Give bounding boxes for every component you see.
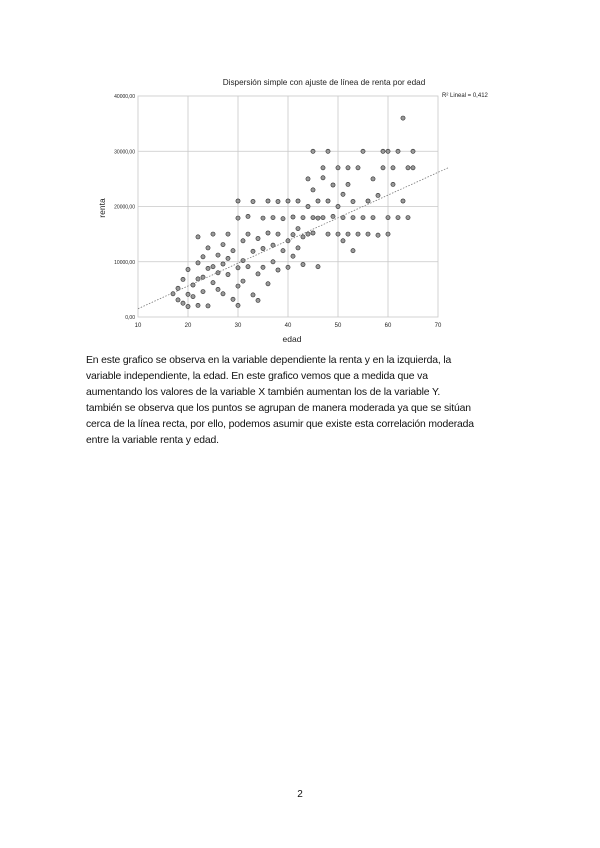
data-point bbox=[256, 272, 260, 276]
data-point bbox=[371, 177, 375, 181]
data-point bbox=[251, 199, 255, 203]
data-point bbox=[196, 277, 200, 281]
data-point bbox=[406, 216, 410, 220]
data-point bbox=[366, 232, 370, 236]
r2-label: R² Lineal = 0,412 bbox=[442, 93, 488, 99]
data-point bbox=[341, 239, 345, 243]
chart-title: Dispersión simple con ajuste de línea de renta por edad bbox=[222, 78, 426, 87]
data-point bbox=[331, 183, 335, 187]
data-point bbox=[216, 287, 220, 291]
data-point bbox=[411, 149, 415, 153]
paragraph-line: En este grafico se observa en la variable dependiente la renta y en la izquierda, la bbox=[86, 355, 452, 366]
data-point bbox=[246, 232, 250, 236]
data-point bbox=[371, 216, 375, 220]
x-tick-label: 10 bbox=[134, 323, 142, 329]
data-point bbox=[221, 292, 225, 296]
data-point bbox=[271, 243, 275, 247]
data-point bbox=[361, 216, 365, 220]
data-point bbox=[356, 166, 360, 170]
data-point bbox=[261, 265, 265, 269]
data-point bbox=[186, 292, 190, 296]
data-point bbox=[236, 266, 240, 270]
data-point bbox=[361, 149, 365, 153]
data-point bbox=[396, 149, 400, 153]
data-point bbox=[301, 262, 305, 266]
data-point bbox=[251, 293, 255, 297]
data-point bbox=[261, 246, 265, 250]
data-point bbox=[226, 272, 230, 276]
x-tick-label: 40 bbox=[284, 323, 292, 329]
data-point bbox=[346, 166, 350, 170]
data-point bbox=[176, 298, 180, 302]
data-point bbox=[236, 216, 240, 220]
data-point bbox=[211, 281, 215, 285]
data-point bbox=[241, 279, 245, 283]
data-point bbox=[226, 256, 230, 260]
data-point bbox=[386, 232, 390, 236]
data-point bbox=[341, 216, 345, 220]
data-point bbox=[276, 232, 280, 236]
y-tick-label: 20000,00 bbox=[114, 204, 135, 211]
data-point bbox=[311, 216, 315, 220]
data-point bbox=[401, 199, 405, 203]
data-point bbox=[276, 268, 280, 272]
paragraph-line: también se observa que los puntos se agrupan de manera moderada ya que se sitúan bbox=[86, 403, 471, 414]
data-point bbox=[356, 232, 360, 236]
data-point bbox=[331, 214, 335, 218]
data-point bbox=[216, 253, 220, 257]
y-tick-label: 0,00 bbox=[125, 315, 135, 321]
data-point bbox=[191, 295, 195, 299]
data-point bbox=[271, 260, 275, 264]
data-point bbox=[306, 177, 310, 181]
data-point bbox=[181, 301, 185, 305]
data-point bbox=[271, 216, 275, 220]
data-point bbox=[321, 216, 325, 220]
data-point bbox=[346, 232, 350, 236]
data-point bbox=[226, 232, 230, 236]
data-point bbox=[291, 233, 295, 237]
data-point bbox=[246, 265, 250, 269]
data-point bbox=[376, 233, 380, 237]
data-point bbox=[306, 204, 310, 208]
x-tick-label: 60 bbox=[384, 323, 392, 329]
data-point bbox=[301, 235, 305, 239]
data-point bbox=[411, 166, 415, 170]
fit-line bbox=[138, 168, 448, 309]
data-point bbox=[386, 149, 390, 153]
data-point bbox=[201, 290, 205, 294]
data-point bbox=[296, 227, 300, 231]
data-point bbox=[316, 199, 320, 203]
data-point bbox=[276, 199, 280, 203]
paragraph-line: aumentando los valores de la variable X también aumentan los de la variable Y. bbox=[86, 387, 441, 398]
data-point bbox=[256, 298, 260, 302]
data-point bbox=[311, 149, 315, 153]
data-point bbox=[336, 204, 340, 208]
data-point bbox=[316, 216, 320, 220]
data-point bbox=[206, 304, 210, 308]
data-point bbox=[366, 199, 370, 203]
data-point bbox=[321, 176, 325, 180]
y-tick-label: 30000,00 bbox=[114, 149, 135, 156]
scatter-chart bbox=[88, 70, 488, 350]
data-point bbox=[336, 166, 340, 170]
data-point bbox=[241, 239, 245, 243]
x-tick-label: 30 bbox=[234, 323, 242, 329]
plot-area bbox=[114, 94, 448, 329]
x-tick-label: 20 bbox=[184, 323, 192, 329]
paragraph-line: entre la variable renta y edad. bbox=[86, 435, 219, 446]
data-point bbox=[396, 216, 400, 220]
data-point bbox=[326, 232, 330, 236]
data-point bbox=[401, 116, 405, 120]
data-point bbox=[281, 217, 285, 221]
data-point bbox=[231, 297, 235, 301]
data-point bbox=[236, 284, 240, 288]
data-point bbox=[291, 215, 295, 219]
data-point bbox=[256, 236, 260, 240]
data-point bbox=[296, 199, 300, 203]
y-tick-label: 10000,00 bbox=[114, 259, 135, 266]
data-point bbox=[196, 235, 200, 239]
data-point bbox=[306, 232, 310, 236]
data-point bbox=[281, 249, 285, 253]
data-point bbox=[381, 166, 385, 170]
data-point bbox=[236, 303, 240, 307]
data-point bbox=[266, 231, 270, 235]
data-point bbox=[266, 199, 270, 203]
data-point bbox=[216, 271, 220, 275]
data-point bbox=[406, 166, 410, 170]
data-point bbox=[201, 255, 205, 259]
data-point bbox=[206, 246, 210, 250]
y-tick-label: 40000,00 bbox=[114, 94, 135, 100]
data-point bbox=[231, 249, 235, 253]
data-point bbox=[221, 262, 225, 266]
data-point bbox=[206, 266, 210, 270]
data-point bbox=[351, 249, 355, 253]
data-point bbox=[221, 243, 225, 247]
x-tick-label: 70 bbox=[434, 323, 442, 329]
data-point bbox=[351, 199, 355, 203]
data-point bbox=[316, 265, 320, 269]
data-point bbox=[326, 199, 330, 203]
data-point bbox=[186, 304, 190, 308]
data-point bbox=[341, 192, 345, 196]
data-point bbox=[391, 166, 395, 170]
data-point bbox=[266, 282, 270, 286]
data-point bbox=[261, 216, 265, 220]
data-point bbox=[351, 216, 355, 220]
y-axis-label: renta bbox=[97, 198, 107, 218]
data-point bbox=[381, 149, 385, 153]
data-point bbox=[196, 303, 200, 307]
paragraph-line: variable independiente, la edad. En este grafico vemos que a medida que va bbox=[86, 371, 428, 382]
data-point bbox=[186, 267, 190, 271]
data-point bbox=[336, 232, 340, 236]
body-paragraph bbox=[86, 353, 516, 449]
data-point bbox=[391, 182, 395, 186]
data-point bbox=[301, 216, 305, 220]
data-point bbox=[196, 261, 200, 265]
data-point bbox=[211, 232, 215, 236]
data-point bbox=[211, 265, 215, 269]
data-point bbox=[321, 166, 325, 170]
x-tick-label: 50 bbox=[334, 323, 342, 329]
data-point bbox=[286, 199, 290, 203]
data-point bbox=[251, 249, 255, 253]
data-point bbox=[326, 149, 330, 153]
data-point bbox=[236, 199, 240, 203]
x-axis-label: edad bbox=[282, 334, 302, 344]
data-point bbox=[311, 188, 315, 192]
data-point bbox=[346, 182, 350, 186]
data-point bbox=[296, 246, 300, 250]
paragraph-line: cerca de la línea recta, por ello, podemos asumir que existe esta correlación moderada bbox=[86, 419, 474, 430]
data-point bbox=[376, 193, 380, 197]
data-point bbox=[386, 216, 390, 220]
data-point bbox=[311, 231, 315, 235]
data-point bbox=[286, 265, 290, 269]
data-point bbox=[246, 214, 250, 218]
page-number: 2 bbox=[297, 789, 303, 800]
data-point bbox=[291, 254, 295, 258]
data-point bbox=[181, 277, 185, 281]
